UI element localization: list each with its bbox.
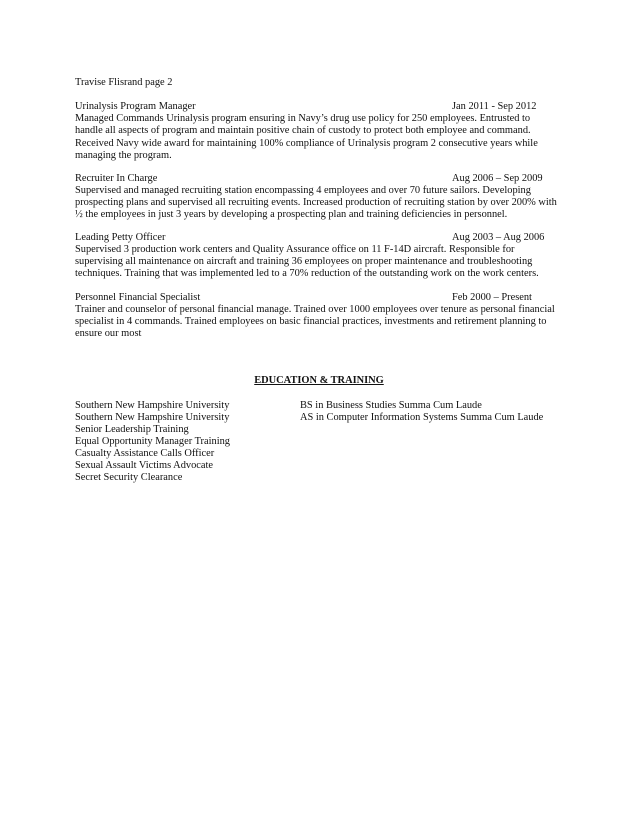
job-dates: Feb 2000 – Present: [452, 292, 532, 303]
job-description-line: handle all aspects of program and maintain positive chain of custody to protect both employee and command.: [75, 125, 531, 136]
job-description-line: specialist in 4 commands. Trained employees on basic financial practices, investments and retirement planning to: [75, 316, 547, 327]
training-item: Sexual Assault Victims Advocate: [75, 460, 213, 471]
training-item: Equal Opportunity Manager Training: [75, 436, 230, 447]
education-school: Southern New Hampshire University: [75, 412, 230, 423]
job-description-line: ensure our most: [75, 328, 142, 339]
job-description-line: ½ the employees in just 3 years by developing a prospecting plan and training deficiencies in personnel.: [75, 209, 508, 220]
job-title: Urinalysis Program Manager: [75, 101, 196, 112]
job-description-line: managing the program.: [75, 150, 172, 161]
job-title: Personnel Financial Specialist: [75, 292, 201, 303]
job-dates: Jan 2011 - Sep 2012: [452, 101, 537, 112]
page-label: Travise Flisrand page 2: [75, 77, 173, 88]
training-item: Secret Security Clearance: [75, 472, 183, 483]
education-heading: EDUCATION & TRAINING: [254, 375, 384, 386]
job-description-line: Managed Commands Urinalysis program ensuring in Navy’s drug use policy for 250 employees. Entrusted to: [75, 113, 531, 124]
education-school: Southern New Hampshire University: [75, 400, 230, 411]
job-dates: Aug 2006 – Sep 2009: [452, 173, 543, 184]
job-description-line: techniques. Training that was implemented led to a 70% reduction of the outstanding work on the work centers.: [75, 268, 539, 279]
education-degree: BS in Business Studies Summa Cum Laude: [300, 400, 482, 411]
job-description-line: supervising all maintenance on aircraft and training 36 employees on proper maintenance and troubleshooting: [75, 256, 533, 267]
training-item: Casualty Assistance Calls Officer: [75, 448, 215, 459]
job-title: Leading Petty Officer: [75, 232, 166, 243]
job-description-line: Trainer and counselor of personal financial manage. Trained over 1000 employees over tenure as personal financial: [75, 304, 555, 315]
job-description-line: Received Navy wide award for maintaining 100% compliance of Urinalysis program 2 consecutive years while: [75, 138, 538, 149]
job-title: Recruiter In Charge: [75, 173, 158, 184]
job-description-line: Supervised and managed recruiting station encompassing 4 employees and over 70 future sailors. Developing: [75, 185, 531, 196]
job-description-line: prospecting plans and supervised all recruiting events. Increased production of recruiting station by over 200% with: [75, 197, 557, 208]
training-item: Senior Leadership Training: [75, 424, 189, 435]
education-degree: AS in Computer Information Systems Summa Cum Laude: [300, 412, 544, 423]
job-dates: Aug 2003 – Aug 2006: [452, 232, 545, 243]
job-description-line: Supervised 3 production work centers and Quality Assurance office on 11 F-14D aircraft. Responsible for: [75, 244, 515, 255]
